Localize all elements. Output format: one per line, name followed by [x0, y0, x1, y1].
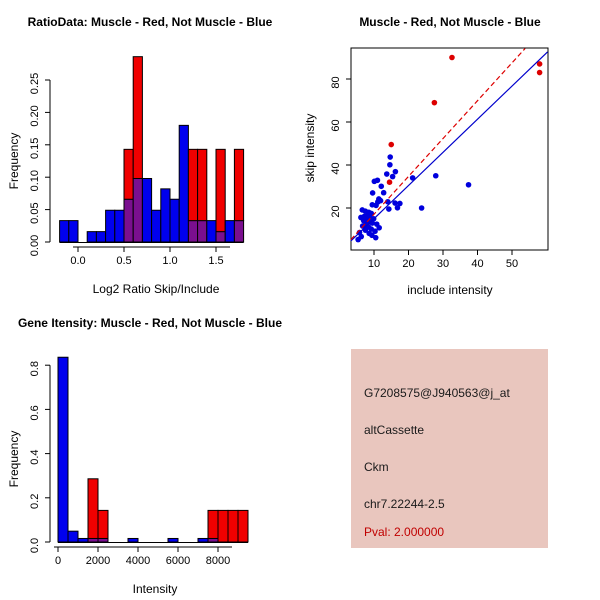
gene-hist-title: Gene Itensity: Muscle - Red, Not Muscle - Blue — [17, 316, 283, 330]
hist-bar-blue — [58, 357, 68, 542]
hist-bar-red — [234, 149, 243, 220]
hist-bar-red — [88, 479, 98, 539]
y-tick-label: 40 — [330, 162, 342, 175]
hist-bar-red — [208, 510, 218, 538]
y-tick-label: 60 — [330, 119, 342, 132]
ratio-hist-y-axis-label: Frequency — [7, 132, 21, 190]
scatter-y-axis-label: skip intensity — [303, 113, 317, 183]
scatter-point-blue — [375, 177, 381, 183]
hist-bar-blue — [207, 221, 216, 242]
x-tick-label: 8000 — [205, 555, 231, 567]
hist-bar-blue — [161, 189, 170, 242]
scatter-point-blue — [381, 190, 387, 196]
y-tick-label: 0.20 — [29, 105, 41, 127]
hist-bar-overlap — [124, 199, 133, 242]
y-tick-label: 80 — [330, 76, 342, 89]
scatter-point-blue — [378, 198, 384, 204]
hist-bar-red — [188, 149, 197, 220]
probeset-id-text: G7208575@J940563@j_at — [364, 386, 510, 400]
scatter-title: Muscle - Red, Not Muscle - Blue — [359, 15, 541, 29]
x-tick-label: 10 — [367, 258, 381, 270]
hist-bar-blue — [168, 538, 178, 542]
y-tick-label: 0.15 — [29, 137, 41, 160]
y-tick-label: 0.10 — [29, 169, 41, 192]
scatter-x-axis-label: include intensity — [407, 283, 493, 297]
hist-bar-blue — [96, 232, 105, 242]
scatter-point-blue — [378, 183, 384, 189]
y-tick-label: 0.05 — [29, 202, 41, 224]
y-tick-label: 0.2 — [29, 493, 41, 509]
gene-hist-y-axis-label: Frequency — [7, 430, 21, 488]
x-tick-label: 6000 — [165, 555, 191, 567]
hist-bar-blue — [87, 232, 96, 242]
scatter-point-red — [537, 70, 543, 76]
hist-bar-blue — [68, 531, 78, 542]
splice-event-type-text: altCassette — [364, 423, 425, 437]
y-tick-label: 0.25 — [29, 72, 41, 95]
hist-bar-overlap — [88, 538, 98, 542]
scatter-plot-chart — [300, 0, 600, 300]
hist-bar-blue — [152, 210, 161, 242]
hist-bar-blue — [142, 178, 151, 242]
scatter-point-blue — [419, 205, 425, 211]
scatter-point-red — [432, 100, 438, 106]
scatter-point-red — [449, 55, 455, 61]
x-tick-label: 1.5 — [208, 255, 224, 267]
hist-bar-blue — [179, 125, 188, 242]
y-tick-label: 0.4 — [29, 449, 41, 465]
hist-bar-blue — [69, 221, 78, 242]
hist-bar-blue — [115, 210, 124, 242]
hist-bar-red — [133, 57, 142, 179]
y-tick-label: 0.8 — [29, 361, 41, 377]
y-tick-label: 0.6 — [29, 405, 41, 421]
hist-bar-red — [124, 149, 133, 199]
genomic-location-text: chr7.22244-2.5 — [364, 497, 445, 511]
gene-histogram-chart — [0, 300, 300, 600]
hist-bar-overlap — [208, 538, 218, 542]
scatter-point-blue — [370, 190, 376, 196]
y-tick-label: 20 — [330, 205, 342, 218]
scatter-point-blue — [358, 234, 364, 240]
scatter-point-blue — [387, 154, 393, 160]
x-tick-label: 4000 — [125, 555, 151, 567]
hist-bar-overlap — [133, 178, 142, 242]
scatter-point-blue — [390, 174, 396, 180]
plot-box — [351, 48, 548, 250]
hist-bar-blue — [198, 538, 208, 542]
hist-bar-red — [238, 510, 248, 542]
gene-info-box — [351, 349, 548, 548]
fit-not-muscle-line — [351, 52, 548, 241]
hist-bar-overlap — [216, 232, 225, 242]
scatter-point-blue — [466, 182, 472, 188]
hist-bar-red — [198, 149, 207, 220]
scatter-point-blue — [384, 171, 390, 177]
scatter-point-blue — [373, 235, 379, 241]
scatter-point-blue — [387, 162, 393, 168]
hist-bar-red — [228, 510, 238, 542]
ratio-histogram-chart — [0, 0, 300, 300]
hist-bar-overlap — [198, 221, 207, 242]
x-tick-label: 2000 — [85, 555, 111, 567]
gene-hist-x-axis-label: Intensity — [132, 582, 178, 596]
hist-bar-blue — [170, 199, 179, 242]
scatter-point-blue — [433, 173, 439, 179]
hist-bar-blue — [106, 210, 115, 242]
x-tick-label: 0.5 — [116, 255, 132, 267]
hist-bar-blue — [128, 538, 138, 542]
hist-bar-blue — [225, 221, 234, 242]
pval-text: Pval: 2.000000 — [364, 525, 445, 539]
hist-bar-red — [218, 510, 228, 542]
x-tick-label: 1.0 — [162, 255, 178, 267]
fit-muscle-line — [351, 48, 525, 239]
hist-bar-red — [216, 149, 225, 231]
hist-bar-overlap — [234, 221, 243, 242]
x-tick-label: 40 — [471, 258, 484, 270]
scatter-point-blue — [393, 169, 399, 175]
ratio-hist-title: RatioData: Muscle - Red, Not Muscle - Blue — [27, 15, 273, 29]
x-tick-label: 20 — [402, 258, 415, 270]
scatter-point-red — [387, 179, 393, 185]
x-tick-label: 50 — [505, 258, 519, 270]
x-tick-label: 30 — [436, 258, 450, 270]
scatter-point-red — [388, 142, 394, 148]
ratio-hist-x-axis-label: Log2 Ratio Skip/Include — [92, 282, 220, 296]
scatter-point-blue — [376, 225, 382, 231]
hist-bar-overlap — [98, 538, 108, 542]
x-tick-label: 0 — [54, 555, 62, 567]
x-tick-label: 0.0 — [70, 255, 86, 267]
hist-bar-overlap — [188, 221, 197, 242]
gene-symbol-text: Ckm — [364, 460, 389, 474]
y-tick-label: 0.0 — [29, 537, 41, 554]
y-tick-label: 0.00 — [29, 234, 41, 257]
hist-bar-red — [98, 510, 108, 538]
hist-bar-blue — [60, 221, 69, 242]
scatter-point-blue — [397, 201, 403, 207]
hist-bar-blue — [78, 538, 88, 542]
